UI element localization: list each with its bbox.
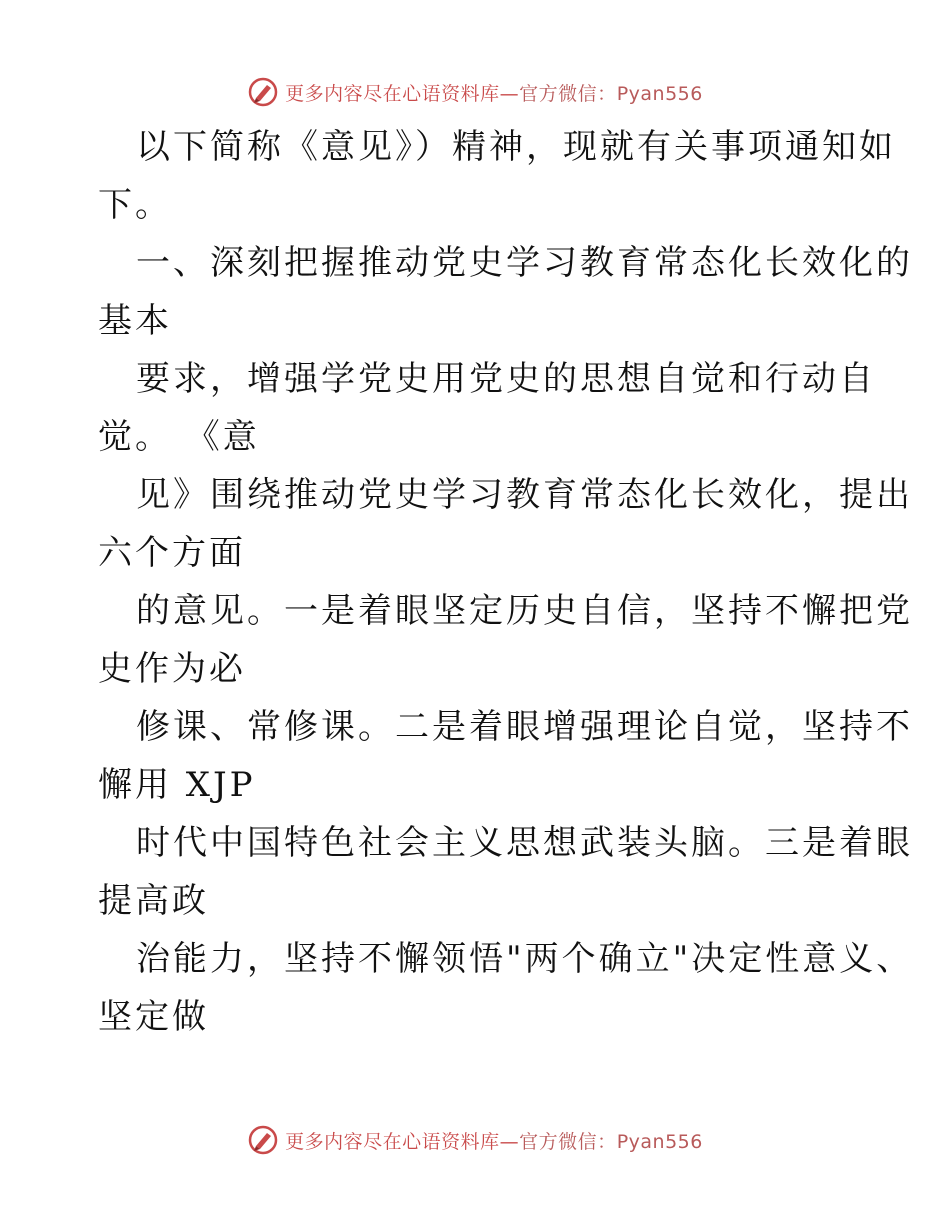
body-line: 治能力，坚持不懈领悟"两个确立"决定性意义、: [136, 939, 914, 979]
banner-dash: —: [499, 82, 520, 105]
body-line: 懈用 XJP: [98, 765, 256, 805]
footer-banner: [0, 1120, 950, 1160]
banner-wechat-id: Pyan556: [616, 82, 703, 105]
body-line: 下。: [98, 185, 172, 225]
pen-circle-logo-icon: [247, 1124, 279, 1156]
body-line: 修课、常修课。二是着眼增强理论自觉，坚持不: [136, 707, 913, 747]
body-line: 提高政: [98, 881, 209, 921]
banner-wechat-label: 官方微信：: [519, 1130, 617, 1153]
body-line: 一、深刻把握推动党史学习教育常态化长效化的: [136, 243, 913, 283]
body-line: 的意见。一是着眼坚定历史自信，坚持不懈把党: [136, 591, 913, 631]
body-line: 以下简称《意见》）精神，现就有关事项通知如: [136, 127, 896, 167]
banner-wechat-label: 官方微信：: [519, 82, 617, 105]
body-line: 时代中国特色社会主义思想武装头脑。三是着眼: [136, 823, 913, 863]
pen-circle-logo-icon: [247, 76, 279, 108]
body-line: 坚定做: [98, 997, 209, 1037]
banner-brand: 更多内容尽在心语资料库: [285, 1130, 500, 1153]
banner-text: [285, 1127, 703, 1154]
header-banner: [0, 72, 950, 112]
banner-brand: 更多内容尽在心语资料库: [285, 82, 500, 105]
banner-text: [285, 79, 703, 106]
body-line: 史作为必: [98, 649, 246, 689]
banner-dash: —: [499, 1130, 520, 1153]
body-line: 基本: [98, 301, 172, 341]
banner-wechat-id: Pyan556: [616, 1130, 703, 1153]
body-line: 见》围绕推动党史学习教育常态化长效化，提出: [136, 475, 913, 515]
body-line: 要求，增强学党史用党史的思想自觉和行动自: [136, 359, 876, 399]
document-body: [98, 118, 914, 1046]
body-line: 六个方面: [98, 533, 246, 573]
body-line: 觉。 《意: [98, 417, 260, 457]
